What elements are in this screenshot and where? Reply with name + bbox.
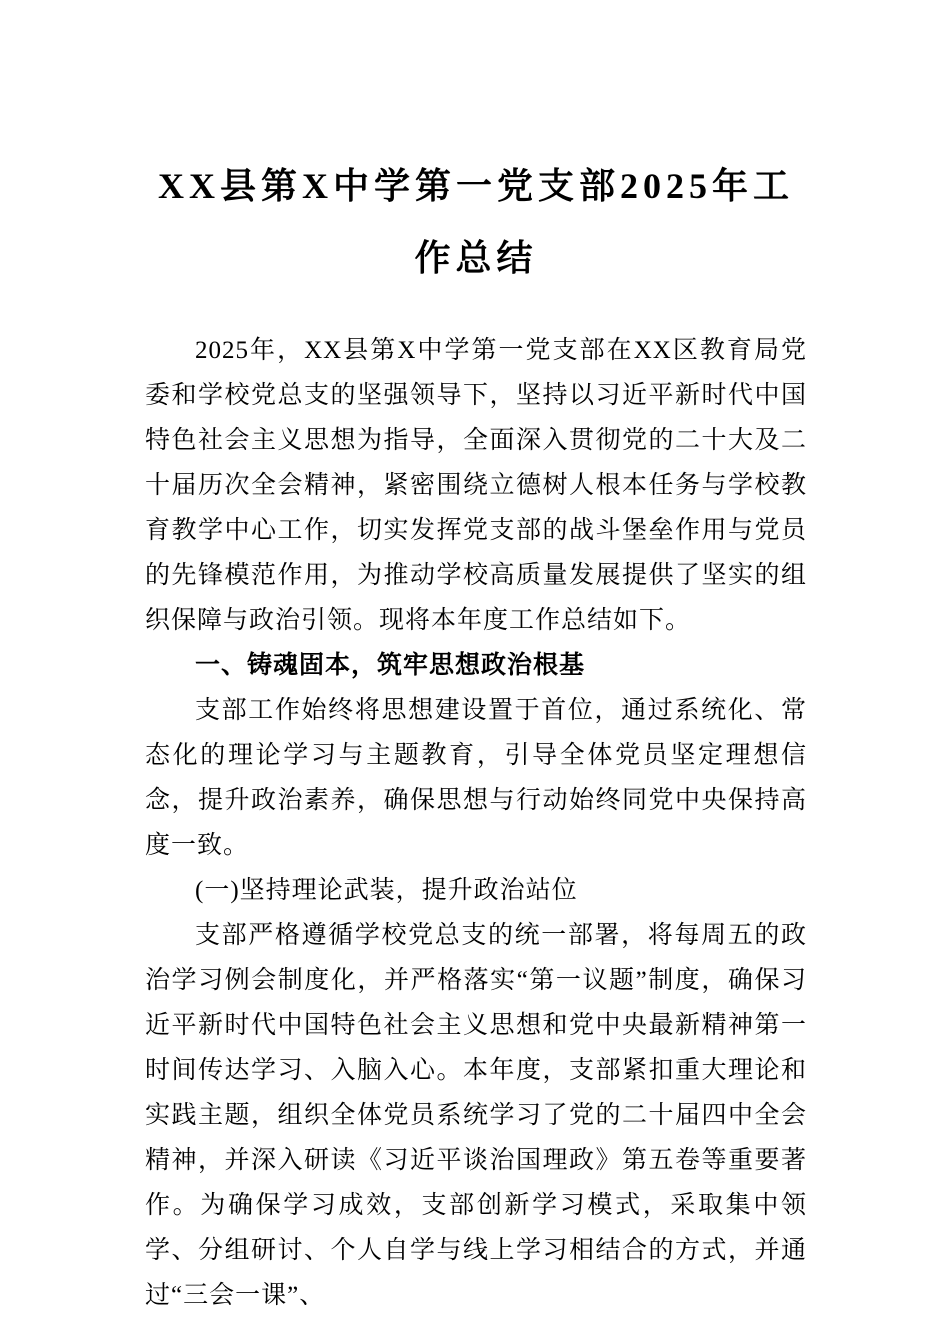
subsection-heading-1-1: (一)坚持理论武装，提升政治站位	[195, 877, 578, 904]
paragraph-subsection-1-1: 支部严格遵循学校党总支的统一部署，将每周五的政治学习例会制度化，并严格落实“第一议题”制度，确保习近平新时代中国特色社会主义思想和党中央最新精神第一时间传达学习、入脑入心。本年度，支部紧扣重大理论和实践主题，组织全体党员系统学习了党的二十届四中全会精神，并深入研读《习近平谈治国理政》第五卷等重要著作。为确保学习成效，支部创新学习模式，采取集中领学、分组研讨、个人自学与线上学习相结合的方式，并通过“三会一课”、	[145, 922, 807, 1309]
paragraph-intro: 2025年，XX县第X中学第一党支部在XX区教育局党委和学校党总支的坚强领导下，坚持以习近平新时代中国特色社会主义思想为指导，全面深入贯彻党的二十大及二十届历次全会精神，紧密围绕立德树人根本任务与学校教育教学中心工作，切实发挥党支部的战斗堡垒作用与党员的先锋模范作用，为推动学校高质量发展提供了坚实的组织保障与政治引领。现将本年度工作总结如下。	[145, 337, 807, 634]
section-heading-1: 一、铸魂固本，筑牢思想政治根基	[195, 651, 586, 679]
paragraph-section-1-overview: 支部工作始终将思想建设置于首位，通过系统化、常态化的理论学习与主题教育，引导全体党员坚定理想信念，提升政治素养，确保思想与行动始终同党中央保持高度一致。	[145, 697, 807, 859]
document-title: XX县第X中学第一党支部2025年工作总结	[158, 166, 794, 278]
